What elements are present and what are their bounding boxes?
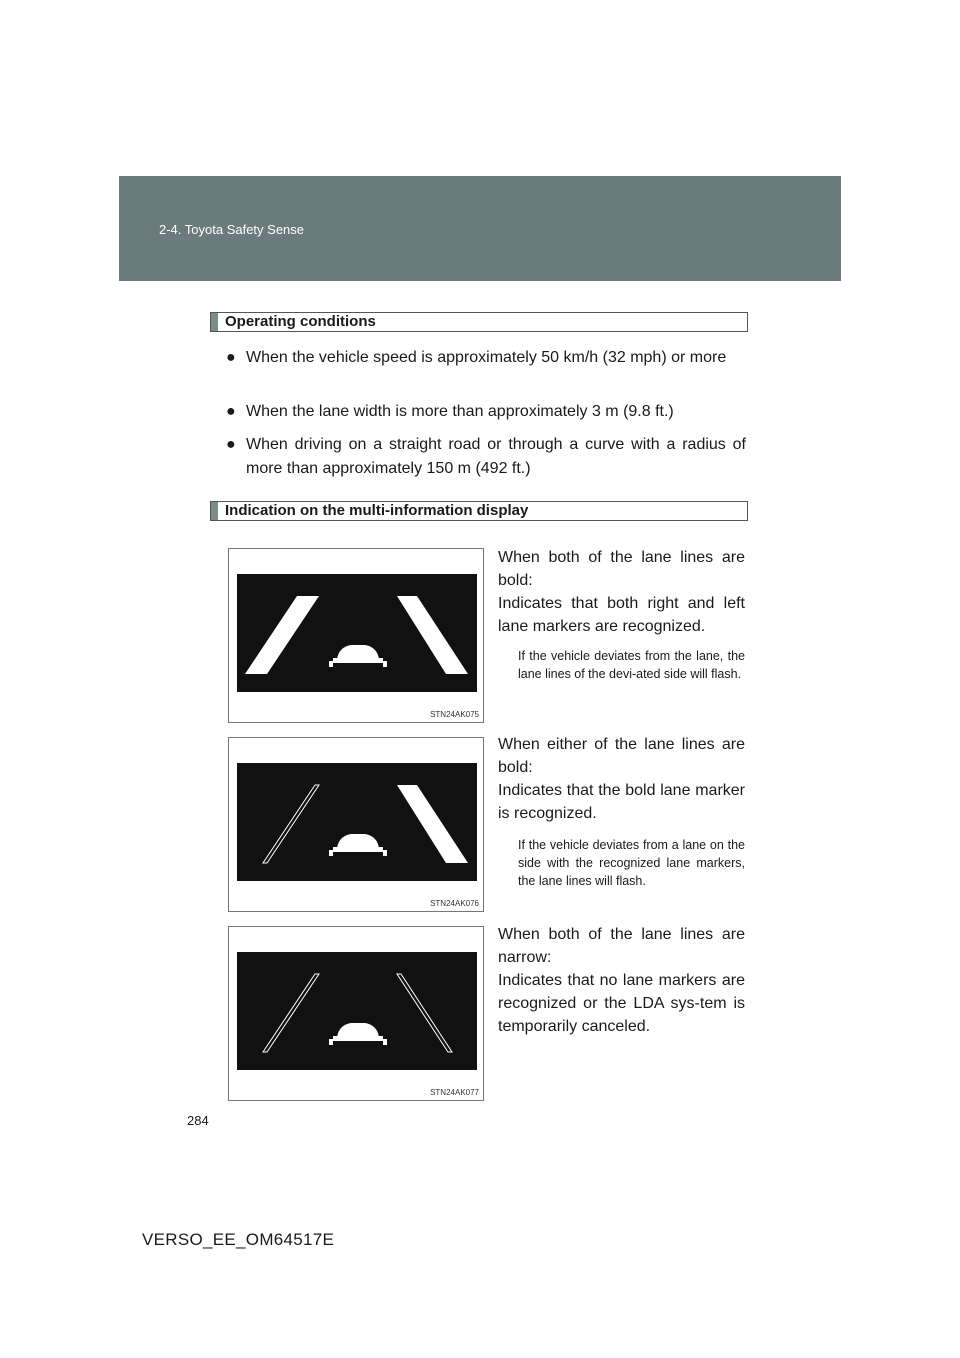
bullet-text: When driving on a straight road or through a curve with a radius of more than approximately 150 m (492 ft.) — [246, 436, 746, 477]
indication-body: Indicates that both right and left lane markers are recognized. — [498, 595, 745, 635]
indication-title: Indication on the multi-information display — [210, 501, 748, 521]
bullet-lane-width — [226, 400, 746, 424]
display-illustration — [237, 952, 477, 1072]
operating-conditions-title: Operating conditions — [210, 312, 748, 332]
indication-body: Indicates that the bold lane marker is recognized. — [498, 782, 745, 822]
figure-code: STN24AK076 — [430, 899, 479, 908]
figure-both-narrow — [228, 926, 484, 1101]
bullet-text: When the vehicle speed is approximately 50 km/h (32 mph) or more — [246, 349, 727, 366]
figure-code: STN24AK077 — [430, 1088, 479, 1097]
display-illustration — [237, 763, 477, 883]
bullet-icon: ● — [226, 403, 236, 420]
page-number: 284 — [187, 1113, 209, 1128]
indication-note: If the vehicle deviates from a lane on the side with the recognized lane markers, the lane lines will flash. — [518, 838, 745, 888]
bullet-icon: ● — [226, 436, 236, 453]
header-band — [119, 176, 841, 281]
section-title: 2-4. Toyota Safety Sense — [159, 222, 305, 237]
indication-heading: When either of the lane lines are bold: — [498, 736, 745, 776]
indication-body: Indicates that no lane markers are recognized or the LDA sys-tem is temporarily canceled. — [498, 972, 745, 1035]
bullet-icon: ● — [226, 349, 236, 366]
document-code: VERSO_EE_OM64517E — [142, 1230, 335, 1249]
bullet-speed — [226, 346, 746, 370]
figure-code: STN24AK075 — [430, 710, 479, 719]
indication-description — [498, 733, 745, 825]
bullet-curve — [226, 433, 746, 481]
indication-heading: When both of the lane lines are narrow: — [498, 926, 745, 966]
figure-both-bold — [228, 548, 484, 723]
figure-one-bold — [228, 737, 484, 912]
bullet-text: When the lane width is more than approximately 3 m (9.8 ft.) — [246, 403, 674, 420]
indication-heading: When both of the lane lines are bold: — [498, 549, 745, 589]
indication-note: If the vehicle deviates from the lane, the lane lines of the devi-ated side will flash. — [518, 649, 745, 681]
display-illustration — [237, 574, 477, 694]
indication-description — [498, 923, 745, 1038]
indication-description — [498, 546, 745, 638]
